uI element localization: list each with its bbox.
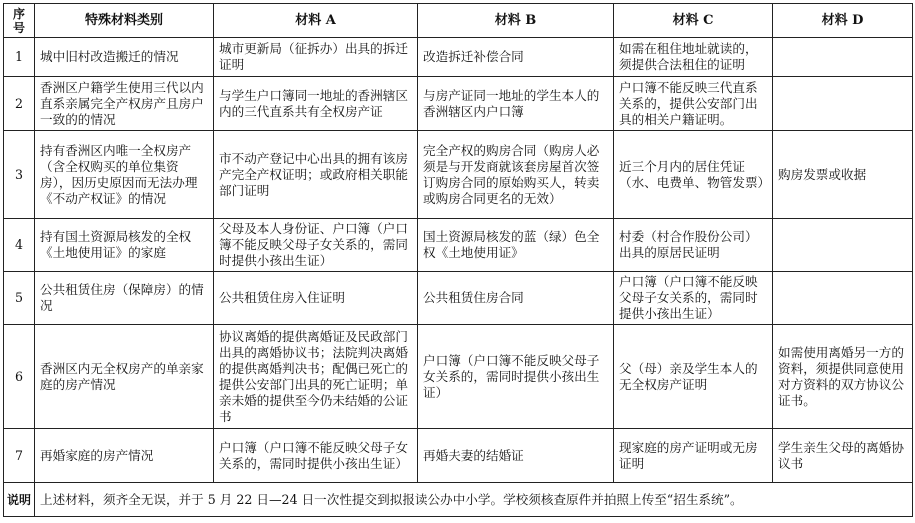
- special-materials-table: [3, 3, 913, 517]
- row-material-c: 近三个月内的居住凭证（水、电费单、物管发票）: [614, 131, 773, 219]
- row-category: 持有国土资源局核发的全权《土地使用证》的家庭: [35, 219, 214, 272]
- note-label: 说明: [4, 483, 35, 517]
- row-material-c: 户口簿不能反映三代直系关系的，提供公安部门出具的相关户籍证明。: [614, 77, 773, 131]
- row-material-b: 再婚夫妻的结婚证: [418, 429, 614, 483]
- row-material-a: 与学生户口簿同一地址的香洲辖区内的三代直系共有全权房产证: [214, 77, 418, 131]
- materials-table-container: [3, 3, 912, 517]
- header-material-c: 材料 C: [614, 4, 773, 38]
- row-material-c: 现家庭的房产证明或无房证明: [614, 429, 773, 483]
- row-material-d: [773, 38, 913, 77]
- row-material-d: 购房发票或收据: [773, 131, 913, 219]
- row-material-a: 父母及本人身份证、户口簿（户口簿不能反映父母子女关系的，需同时提供小孩出生证）: [214, 219, 418, 272]
- row-category: 公共租赁住房（保障房）的情况: [35, 272, 214, 325]
- row-category: 香洲区内无全权房产的单亲家庭的房产情况: [35, 325, 214, 429]
- header-category: 特殊材料类别: [35, 4, 214, 38]
- header-index: 序号: [4, 4, 35, 38]
- row-material-b: 完全产权的购房合同（购房人必须是与开发商就该套房屋首次签订购房合同的原始购买人，转卖或购房合同更名的无效）: [418, 131, 614, 219]
- row-material-c: 父（母）亲及学生本人的无全权房产证明: [614, 325, 773, 429]
- note-row: [4, 483, 913, 517]
- row-material-b: 改造拆迁补偿合同: [418, 38, 614, 77]
- row-material-a: 协议离婚的提供离婚证及民政部门出具的离婚协议书；法院判决离婚的提供离婚判决书；配偶已死亡的提供公安部门出具的死亡证明；单亲未婚的提供至今仍未结婚的公证书: [214, 325, 418, 429]
- row-category: 城中旧村改造搬迁的情况: [35, 38, 214, 77]
- row-index: 6: [4, 325, 35, 429]
- row-category: 持有香洲区内唯一全权房产（含全权购买的单位集资房），因历史原因而无法办理《不动产权证》的情况: [35, 131, 214, 219]
- row-material-d: 如需使用离婚另一方的资料，须提供同意使用对方资料的双方协议公证书。: [773, 325, 913, 429]
- header-material-a: 材料 A: [214, 4, 418, 38]
- table-row: [4, 429, 913, 483]
- row-index: 1: [4, 38, 35, 77]
- header-material-b: 材料 B: [418, 4, 614, 38]
- table-row: [4, 77, 913, 131]
- row-index: 5: [4, 272, 35, 325]
- row-index: 3: [4, 131, 35, 219]
- row-material-b: 户口簿（户口簿不能反映父母子女关系的，需同时提供小孩出生证）: [418, 325, 614, 429]
- note-text: 上述材料，须齐全无误，并于 5 月 22 日—24 日一次性提交到拟报读公办中小学。学校须核查原件并拍照上传至“招生系统”。: [35, 483, 913, 517]
- row-material-d: [773, 219, 913, 272]
- table-row: [4, 272, 913, 325]
- row-index: 4: [4, 219, 35, 272]
- row-category: 香洲区户籍学生使用三代以内直系亲属完全产权房产且房户一致的的情况: [35, 77, 214, 131]
- row-material-a: 户口簿（户口簿不能反映父母子女关系的，需同时提供小孩出生证）: [214, 429, 418, 483]
- row-material-b: 国土资源局核发的蓝（绿）色全权《土地使用证》: [418, 219, 614, 272]
- row-material-a: 市不动产登记中心出具的拥有该房产完全产权证明；或政府相关职能部门证明: [214, 131, 418, 219]
- table-row: [4, 131, 913, 219]
- row-material-c: 如需在租住地址就读的，须提供合法租住的证明: [614, 38, 773, 77]
- table-header-row: [4, 4, 913, 38]
- row-material-d: [773, 272, 913, 325]
- row-index: 2: [4, 77, 35, 131]
- row-material-a: 公共租赁住房入住证明: [214, 272, 418, 325]
- row-material-d: [773, 77, 913, 131]
- row-category: 再婚家庭的房产情况: [35, 429, 214, 483]
- row-material-c: 户口簿（户口簿不能反映父母子女关系的，需同时提供小孩出生证）: [614, 272, 773, 325]
- row-material-a: 城市更新局（征拆办）出具的拆迁证明: [214, 38, 418, 77]
- row-material-c: 村委（村合作股份公司）出具的原居民证明: [614, 219, 773, 272]
- row-material-d: 学生亲生父母的离婚协议书: [773, 429, 913, 483]
- row-index: 7: [4, 429, 35, 483]
- table-row: [4, 38, 913, 77]
- header-material-d: 材料 D: [773, 4, 913, 38]
- table-row: [4, 219, 913, 272]
- table-row: [4, 325, 913, 429]
- row-material-b: 公共租赁住房合同: [418, 272, 614, 325]
- row-material-b: 与房产证同一地址的学生本人的香洲辖区内户口簿: [418, 77, 614, 131]
